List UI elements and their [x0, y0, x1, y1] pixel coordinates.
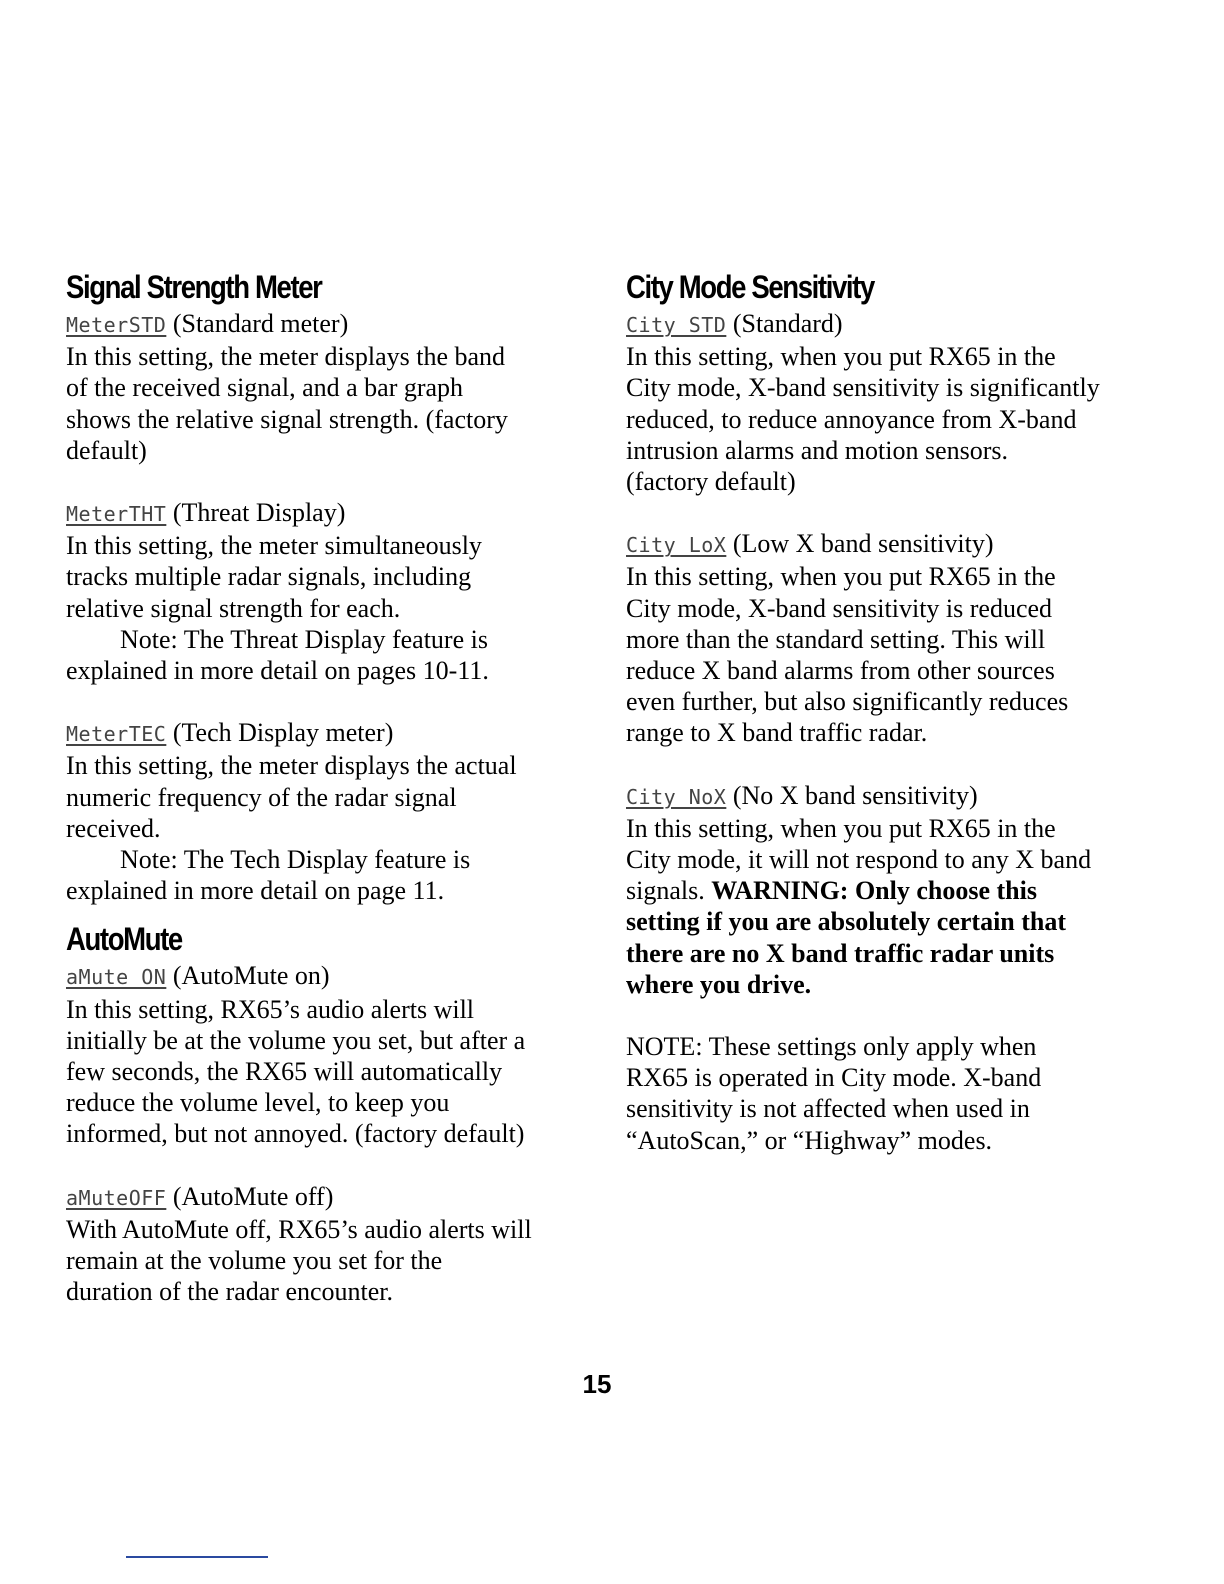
city-note-line: “AutoScan,” or “Highway” modes.: [626, 1125, 993, 1155]
city-lox-label: (Low X band sensitivity): [726, 529, 994, 559]
automute-on-line: informed, but not annoyed. (factory default): [66, 1119, 525, 1149]
meter-tec-label: (Tech Display meter): [166, 718, 394, 748]
meter-tht-line: relative signal strength for each.: [66, 593, 401, 623]
city-nox-line: In this setting, when you put RX65 in the: [626, 813, 1056, 843]
automute-on-title: [66, 960, 586, 993]
meter-tht-note: explained in more detail on pages 10-11.: [66, 656, 489, 686]
signal-strength-meter-heading: Signal Strength Meter: [66, 269, 322, 305]
warning-line: there are no X band traffic radar units: [626, 938, 1055, 968]
automute-off-line: With AutoMute off, RX65’s audio alerts will: [66, 1214, 532, 1244]
city-std-code: City STD: [626, 313, 727, 337]
automute-on-code: aMute ON: [66, 965, 167, 990]
meter-std-title: [66, 308, 586, 341]
city-mode-sensitivity-heading: City Mode Sensitivity: [626, 269, 874, 305]
city-lox-code: City LoX: [626, 533, 727, 558]
city-std-line: intrusion alarms and motion sensors.: [626, 435, 1009, 465]
automute-on-line: few seconds, the RX65 will automatically: [66, 1057, 503, 1087]
right-column: [626, 266, 1156, 1156]
meter-tec-line: In this setting, the meter displays the actual: [66, 751, 517, 781]
city-note-line: RX65 is operated in City mode. X-band: [626, 1063, 1042, 1093]
city-std-label: (Standard): [726, 309, 843, 338]
meter-tec-code: MeterTEC: [66, 722, 167, 747]
left-column: [66, 266, 586, 1307]
city-nox-title: [626, 780, 1156, 813]
meter-tec-title: [66, 717, 586, 750]
city-nox-warning-line: [626, 875, 1156, 906]
city-nox-line: City mode, it will not respond to any X band: [626, 845, 1092, 875]
meter-tec-line: numeric frequency of the radar signal: [66, 782, 457, 812]
meter-tht-code: MeterTHT: [66, 502, 167, 527]
automute-off-code: aMuteOFF: [66, 1185, 167, 1210]
city-std-line: (factory default): [626, 467, 796, 497]
automute-on-label: (AutoMute on): [166, 961, 330, 991]
meter-tht-note: Note: The Threat Display feature is: [120, 624, 488, 654]
city-lox-line: reduce X band alarms from other sources: [626, 656, 1055, 686]
meter-tec-note: Note: The Tech Display feature is: [120, 845, 471, 875]
city-std-title: [626, 308, 1156, 341]
meter-std-line: shows the relative signal strength. (factory: [66, 404, 508, 434]
city-nox-code: City NoX: [626, 784, 727, 809]
meter-std-label: (Standard meter): [166, 309, 349, 338]
city-std-line: In this setting, when you put RX65 in the: [626, 342, 1056, 372]
automute-off-line: duration of the radar encounter.: [66, 1277, 394, 1307]
warning-label: WARNING: Only choose this: [711, 876, 1037, 906]
city-lox-line: In this setting, when you put RX65 in the: [626, 562, 1056, 592]
page-number: 15: [582, 1369, 612, 1399]
meter-tht-label: (Threat Display): [166, 498, 346, 528]
city-note-line: sensitivity is not affected when used in: [626, 1094, 1030, 1124]
meter-std-code: MeterSTD: [66, 313, 167, 337]
automute-on-line: initially be at the volume you set, but after a: [66, 1025, 526, 1055]
automute-off-title: [66, 1181, 586, 1214]
city-std-line: reduced, to reduce annoyance from X-band: [626, 404, 1077, 434]
city-lox-line: even further, but also significantly reduces: [626, 687, 1069, 717]
warning-line: setting if you are absolutely certain that: [626, 907, 1067, 937]
meter-std-line: default): [66, 435, 147, 465]
automute-off-line: remain at the volume you set for the: [66, 1246, 443, 1276]
meter-tht-title: [66, 497, 586, 530]
city-lox-line: range to X band traffic radar.: [626, 718, 928, 748]
city-lox-line: more than the standard setting. This will: [626, 624, 1046, 654]
automute-on-line: In this setting, RX65’s audio alerts will: [66, 994, 475, 1024]
warning-line: where you drive.: [626, 969, 812, 999]
footer-rule: [126, 1556, 268, 1558]
city-nox-label: (No X band sensitivity): [726, 780, 978, 810]
meter-std-line: In this setting, the meter displays the band: [66, 342, 506, 372]
automute-on-line: reduce the volume level, to keep you: [66, 1088, 450, 1118]
city-lox-title: [626, 528, 1156, 561]
meter-tec-note: explained in more detail on page 11.: [66, 876, 445, 906]
city-nox-signals-text: signals.: [626, 876, 712, 906]
city-lox-line: City mode, X-band sensitivity is reduced: [626, 593, 1053, 623]
meter-std-line: of the received signal, and a bar graph: [66, 373, 464, 403]
city-std-line: City mode, X-band sensitivity is significantly: [626, 373, 1100, 403]
meter-tht-line: tracks multiple radar signals, including: [66, 562, 472, 592]
meter-tht-line: In this setting, the meter simultaneously: [66, 531, 482, 561]
automute-off-label: (AutoMute off): [166, 1181, 334, 1211]
city-note-line: NOTE: These settings only apply when: [626, 1032, 1037, 1062]
meter-tec-line: received.: [66, 813, 161, 843]
automute-heading: AutoMute: [66, 921, 182, 958]
